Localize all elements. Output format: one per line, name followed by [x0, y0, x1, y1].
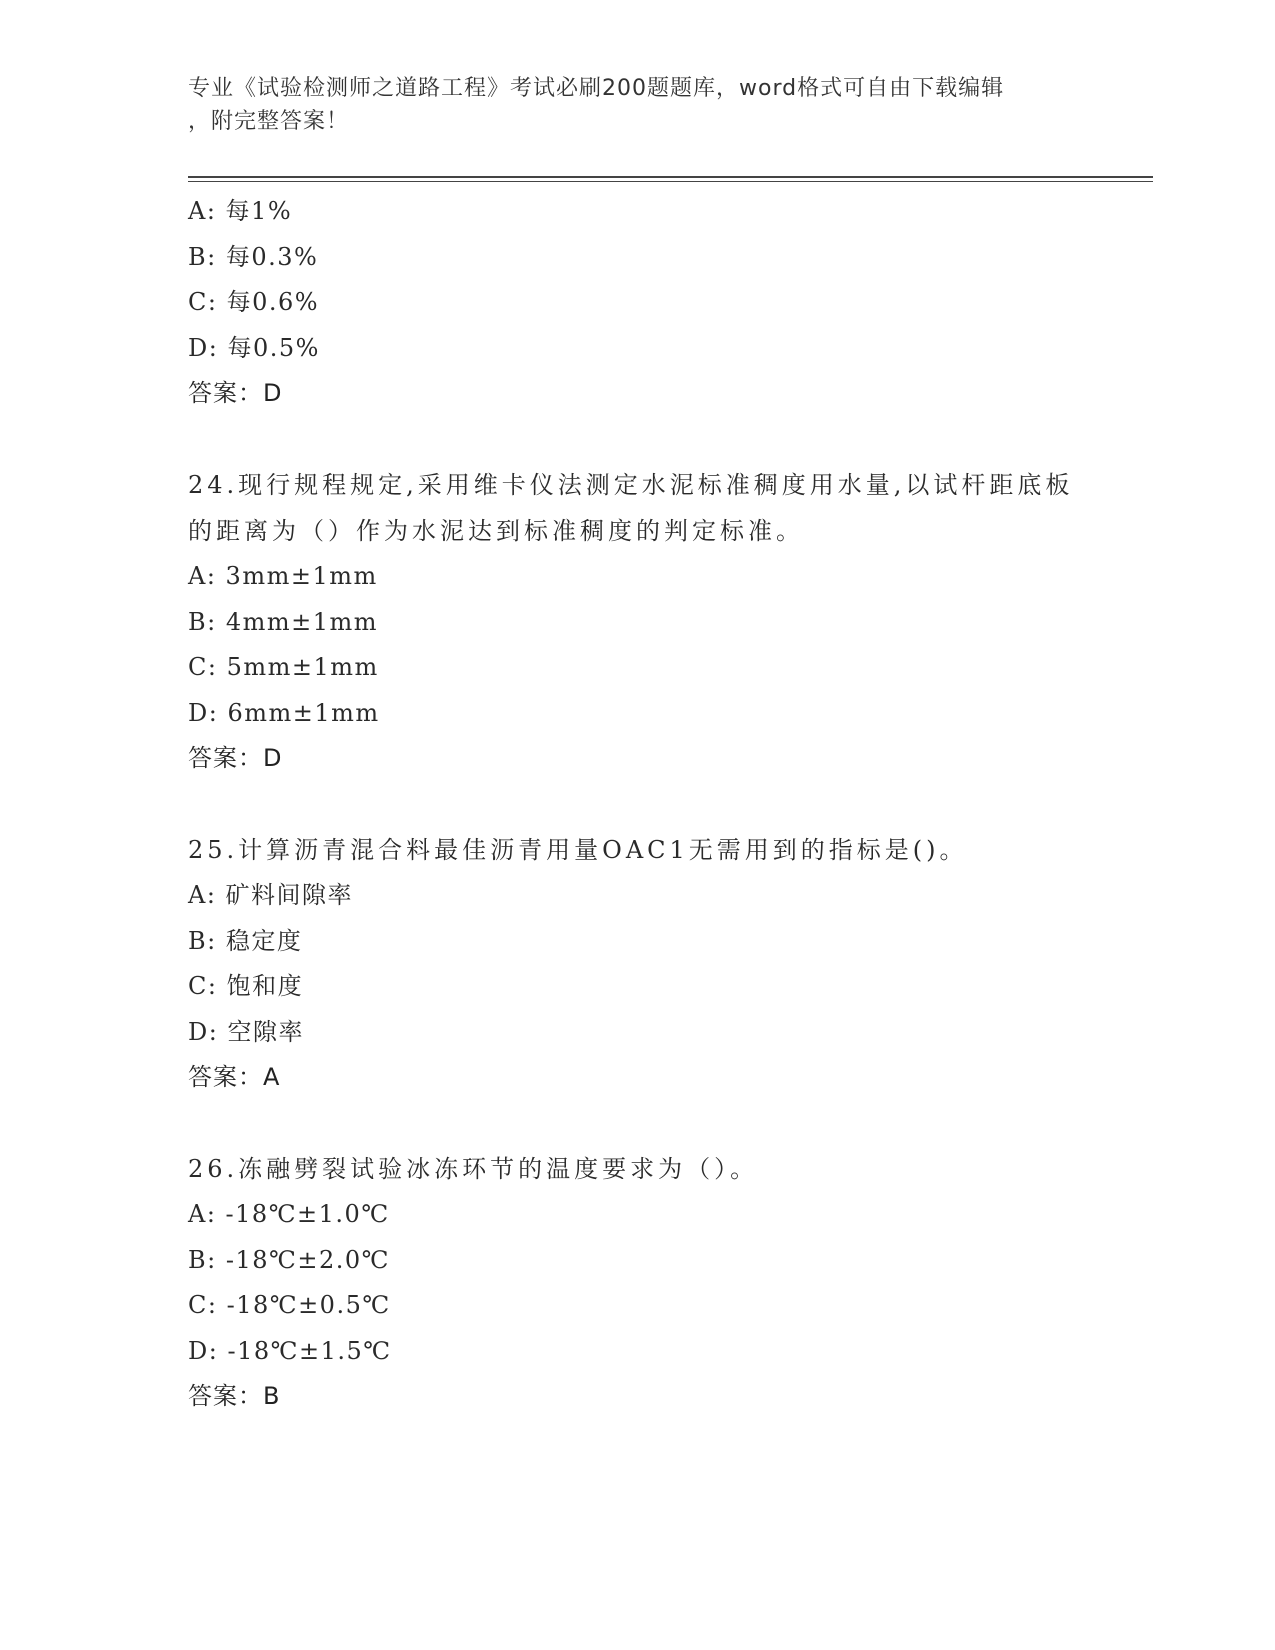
header-title-line-1: 专业《试验检测师之道路工程》考试必刷200题题库，word格式可自由下载编辑 — [188, 76, 1005, 101]
question-block-25 — [188, 827, 1088, 1101]
option-c: C: 每0.6% — [188, 288, 320, 317]
option-c: C: -18℃±0.5℃ — [188, 1291, 391, 1320]
option-a: A: 矿料间隙率 — [188, 880, 354, 909]
spacer — [188, 782, 1088, 827]
question-text: 24.现行规程规定,采用维卡仪法测定水泥标准稠度用水量,以试杆距底板的距离为（）作为水泥达到标准稠度的判定标准。 — [188, 470, 1074, 545]
question-text: 25.计算沥青混合料最佳沥青用量OAC1无需用到的指标是()。 — [188, 835, 968, 864]
option-a: A: -18℃±1.0℃ — [188, 1199, 390, 1228]
answer-line: 答案：A — [188, 1063, 281, 1092]
option-b: B: 每0.3% — [188, 242, 319, 271]
option-d: D: 6mm±1mm — [188, 698, 380, 727]
option-a: A: 每1% — [188, 197, 293, 225]
option-c: C: 饱和度 — [188, 972, 304, 1001]
option-d: D: 空隙率 — [188, 1017, 304, 1046]
header-divider-thick — [188, 176, 1153, 178]
spacer — [188, 1101, 1088, 1146]
question-text: 26.冻融劈裂试验冰冻环节的温度要求为（）。 — [188, 1154, 759, 1183]
option-d: D: 每0.5% — [188, 333, 320, 362]
option-b: B: 稳定度 — [188, 926, 303, 955]
spacer — [188, 417, 1088, 462]
option-d: D: -18℃±1.5℃ — [188, 1336, 392, 1365]
answer-line: 答案：D — [188, 744, 283, 773]
header-title-line-2: ，附完整答案！ — [188, 109, 350, 134]
answer-line: 答案：D — [188, 379, 283, 408]
option-a: A: 3mm±1mm — [188, 561, 378, 590]
question-block-24 — [188, 462, 1088, 782]
document-header — [188, 72, 1088, 138]
question-block-26 — [188, 1146, 1088, 1420]
question-list — [188, 189, 1088, 1420]
question-block-23 — [188, 189, 1088, 417]
answer-line: 答案：B — [188, 1382, 281, 1411]
header-divider-thin — [188, 181, 1153, 182]
option-b: B: -18℃±2.0℃ — [188, 1245, 390, 1274]
option-b: B: 4mm±1mm — [188, 607, 379, 636]
option-c: C: 5mm±1mm — [188, 653, 379, 682]
